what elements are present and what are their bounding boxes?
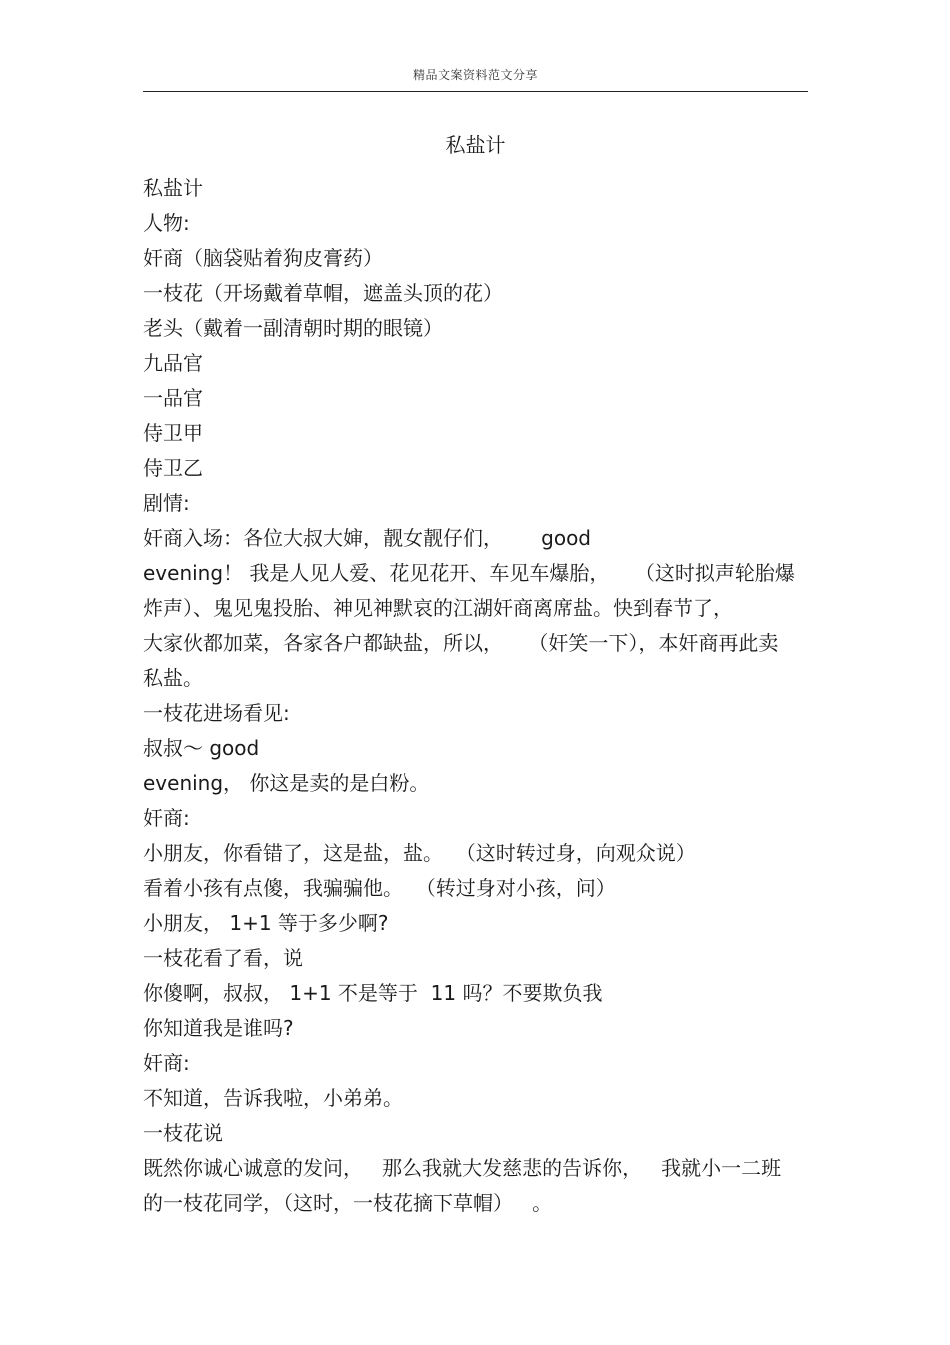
body-line: 侍卫乙 — [143, 456, 203, 480]
body-line: 奸商: — [143, 1051, 190, 1075]
body-line: 大家伙都加菜，各家各户都缺盐，所以， （奸笑一下），本奸商再此卖 — [143, 631, 779, 655]
body-line: 一枝花（开场戴着草帽，遮盖头顶的花） — [143, 281, 503, 305]
body-line: 一枝花看了看，说 — [143, 946, 303, 970]
document-title: 私盐计 — [445, 133, 506, 157]
body-line: 小朋友， 1+1 等于多少啊? — [143, 911, 389, 935]
body-line: 看着小孩有点傻，我骗骗他。 （转过身对小孩，问） — [143, 876, 616, 900]
body-line: 一品官 — [143, 386, 203, 410]
body-line: evening， 你这是卖的是白粉。 — [143, 771, 430, 795]
header-divider — [143, 91, 808, 92]
body-line: 小朋友，你看错了，这是盐，盐。 （这时转过身，向观众说） — [143, 841, 696, 865]
body-line: 一枝花进场看见: — [143, 701, 290, 725]
body-line: 既然你诚心诚意的发问， 那么我就大发慈悲的告诉你， 我就小一二班 — [143, 1156, 782, 1180]
body-line: 不知道，告诉我啦，小弟弟。 — [143, 1086, 403, 1110]
body-line: 剧情: — [143, 491, 190, 515]
body-line: 叔叔～ good — [143, 736, 260, 760]
body-line: evening！ 我是人见人爱、花见花开、车见车爆胎， （这时拟声轮胎爆 — [143, 561, 795, 585]
body-line: 炸声）、鬼见鬼投胎、神见神默哀的江湖奸商离席盐。快到春节了， — [143, 596, 733, 620]
body-line: 侍卫甲 — [143, 421, 203, 445]
body-line: 奸商入场：各位大叔大婶，靓女靓仔们， good — [143, 526, 592, 550]
body-line: 九品官 — [143, 351, 203, 375]
document-body — [143, 171, 808, 1221]
body-line: 私盐计 — [143, 176, 203, 200]
body-line: 私盐。 — [143, 666, 203, 690]
body-line: 你傻啊，叔叔， 1+1 不是等于 11 吗？不要欺负我 — [143, 981, 603, 1005]
body-line: 你知道我是谁吗? — [143, 1016, 294, 1040]
body-line: 老头（戴着一副清朝时期的眼镜） — [143, 316, 443, 340]
body-line: 一枝花说 — [143, 1121, 223, 1145]
body-line: 奸商（脑袋贴着狗皮膏药） — [143, 246, 383, 270]
body-line: 奸商: — [143, 806, 190, 830]
body-line: 的一枝花同学，（这时，一枝花摘下草帽） 。 — [143, 1191, 553, 1215]
page-header: 精品文案资料范文分享 — [412, 68, 538, 82]
body-line: 人物: — [143, 211, 190, 235]
